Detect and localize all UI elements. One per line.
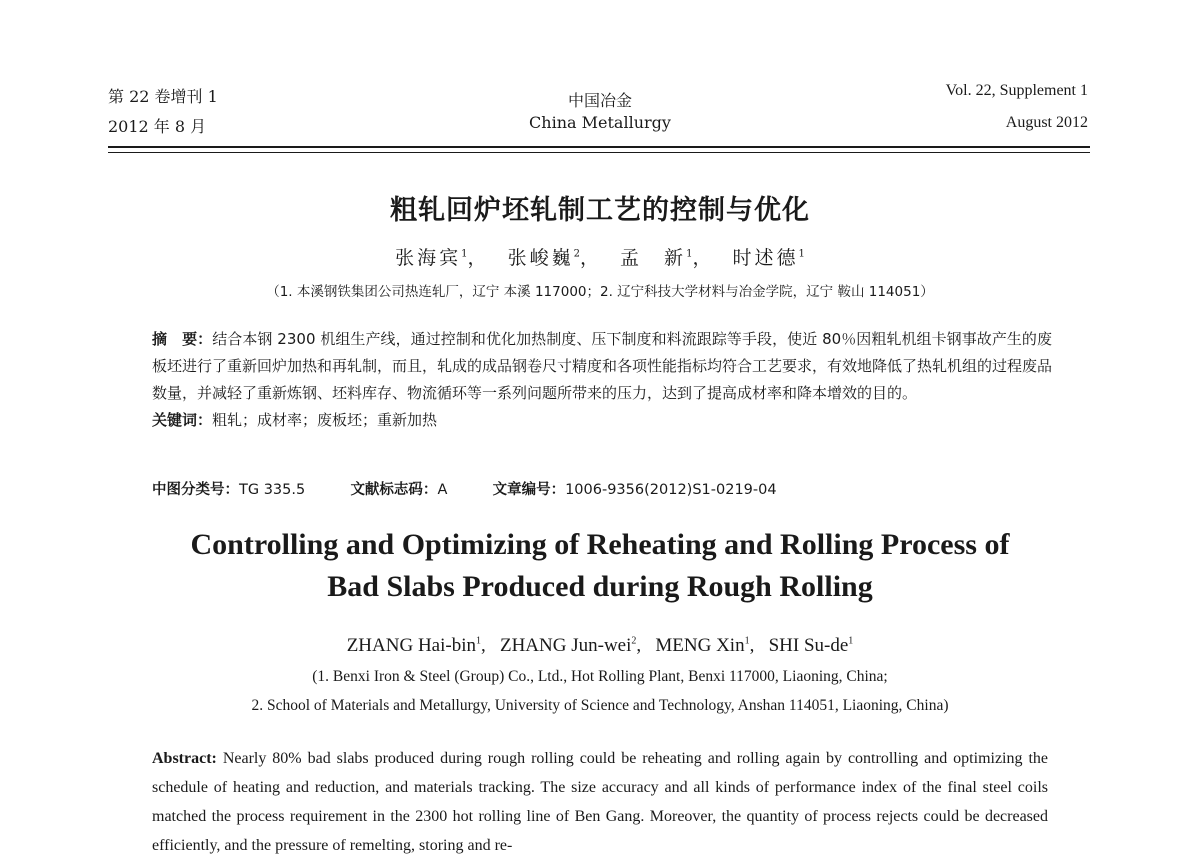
abstract-cn (152, 326, 1052, 434)
paper-title-en (0, 524, 1200, 608)
author-cn: 时述德 (732, 247, 799, 269)
author-cn-affil-mark: 1 (798, 248, 805, 260)
clc-value: TG 335.5 (239, 482, 306, 498)
author-en-affil-mark: 2 (631, 635, 637, 647)
author-en-affil-mark: 1 (475, 635, 481, 647)
abstract-en-label: Abstract: (152, 750, 217, 767)
abstract-en-text: Nearly 80% bad slabs produced during rough rolling could be reheating and rolling again by controlling and optimizing the schedule of heating and reduction, and materials tracking. The size accuracy and all kinds of performance index of the final steel coils matched the process requirement in the 2300 hot rolling line of Ben Gang. Moreover, the quantity of process rejects could be decreased efficiently, and the pressure of remelting, storing and re- (152, 750, 1049, 854)
clc-label: 中图分类号： (152, 482, 239, 498)
abstract-cn-label: 摘 要： (152, 330, 213, 348)
abstract-en (152, 744, 1048, 860)
author-cn-affil-mark: 1 (686, 248, 693, 260)
abstract-cn-text: 结合本钢 2300 机组生产线，通过控制和优化加热制度、压下制度和料流跟踪等手段，使近 80％因粗轧机组卡钢事故产生的废板坯进行了重新回炉加热和再轧制，而且，轧成的成品钢卷尺寸精度和各项性能指标均符合工艺要求，有效地降低了热轧机组的过程废品数量，并减轻了重新炼钢、坯料库存、物流循环等一系列问题所带来的压力，达到了提高成材率和降本增效的目的。 (152, 330, 1053, 402)
journal-volume-cn: 第 22 卷增刊 1 (108, 87, 218, 106)
authors-cn: 张海宾$^1$， 张峻巍$^2$， 孟 新$^1$， 时述德$^1$ (395, 247, 805, 269)
author-en-affil-mark: 1 (744, 635, 750, 647)
article-no-label: 文章编号： (492, 482, 566, 498)
journal-name-en: China Metallurgy (529, 113, 671, 132)
doc-code-label: 文献标志码： (350, 482, 438, 498)
doc-code-value: A (437, 482, 448, 498)
header-rule-thick (108, 146, 1090, 148)
author-cn-affil-mark: 1 (461, 248, 468, 260)
author-cn-affil-mark: 2 (573, 248, 580, 260)
authors-en: ZHANG Hai-bin$^1$, ZHANG Jun-wei$^2$, MENG Xin$^1$, SHI $Su-de^1$ (346, 635, 854, 656)
author-cn: 孟 新 (620, 247, 687, 269)
journal-date-en: August 2012 (1005, 114, 1088, 131)
header-rule-thin (108, 152, 1090, 153)
author-en: SHI Su-de (768, 635, 849, 656)
author-en: ZHANG Jun-wei (499, 635, 632, 656)
paper-title-en-line1: Controlling and Optimizing of Reheating and Rolling Process of (190, 528, 1010, 561)
author-cn: 张峻巍 (507, 247, 574, 269)
journal-volume-en: Vol. 22, Supplement 1 (945, 82, 1088, 99)
keywords-cn-label: 关键词： (152, 411, 213, 429)
classification-line (152, 478, 777, 499)
affiliation-en-line1: (1. Benxi Iron & Steel (Group) Co., Ltd., Hot Rolling Plant, Benxi 117000, Liaoning, China; (312, 668, 888, 685)
journal-name-cn: 中国冶金 (567, 91, 632, 110)
author-en-affil-mark: 1 (848, 635, 854, 647)
journal-date-cn: 2012 年 8 月 (108, 117, 207, 136)
author-en: ZHANG Hai-bin (346, 635, 476, 656)
keywords-cn-text: 粗轧；成材率；废板坯；重新加热 (212, 411, 438, 429)
affiliation-en-line2: 2. School of Materials and Metallurgy, University of Science and Technology, Anshan 114051, Liaoning, China) (251, 697, 949, 714)
affiliation-cn: （1. 本溪钢铁集团公司热连轧厂，辽宁 本溪 117000；2. 辽宁科技大学材料与冶金学院，辽宁 鞍山 114051） (266, 284, 934, 300)
author-en: MENG Xin (655, 635, 745, 656)
paper-title-cn: 粗轧回炉坯轧制工艺的控制与优化 (390, 195, 810, 226)
article-no-value: 1006-9356(2012)S1-0219-04 (565, 482, 777, 498)
author-cn: 张海宾 (395, 247, 462, 269)
paper-title-en-line2: Bad Slabs Produced during Rough Rolling (327, 570, 873, 603)
